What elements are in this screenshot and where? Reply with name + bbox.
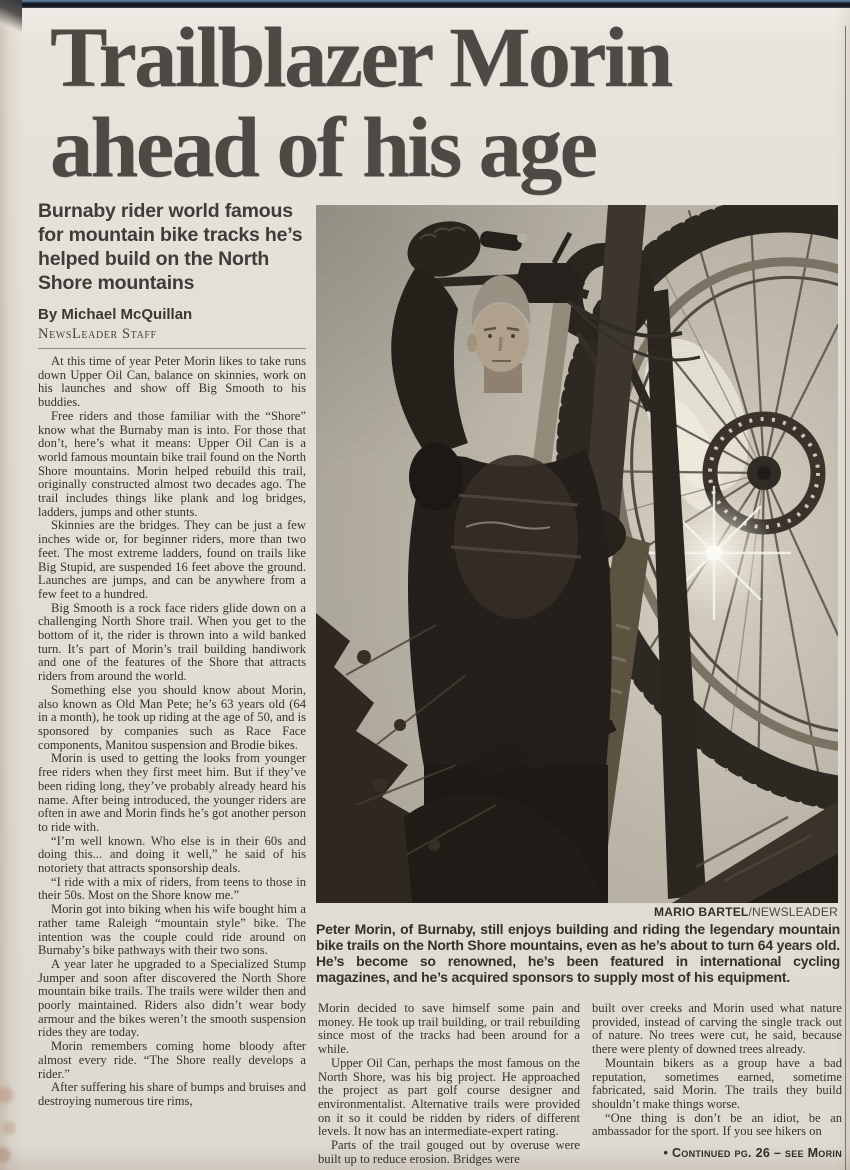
body-text-column-3 xyxy=(592,1002,842,1139)
paragraph: “I’m well known. Who else is in their 60s and doing this... and doing it well,” he said of his notoriety that attracts sponsorship deals. xyxy=(38,833,306,876)
photo xyxy=(316,205,838,903)
paragraph: Morin is used to getting the looks from younger free riders when they first meet him. But if they’ve been riding long, they’ve probably already heard his name. After being introduced, the younger riders are often in awe and Morin finds he’s got another person to ride with. xyxy=(38,751,306,834)
paragraph: Parts of the trail gouged out by overuse were built up to reduce erosion. Bridges were xyxy=(318,1138,580,1166)
article-column-3 xyxy=(592,1002,842,1160)
paragraph: Morin remembers coming home bloody after almost every ride. “The Shore really develops a rider.” xyxy=(38,1039,306,1081)
paragraph: Something else you should know about Morin, also known as Old Man Pete; he’s 63 years old (64 in a month), he took up riding at the age of 50, and is sponsored by companies such as Race Face components, Manitou suspension and Brodie bikes. xyxy=(38,682,306,752)
byline: By Michael McQuillan xyxy=(38,306,193,323)
standfirst: Burnaby rider world famous for mountain bike tracks he’s helped build on the North Shore mountains xyxy=(38,200,303,294)
body-text-column-1 xyxy=(38,355,306,1109)
paragraph: Skinnies are the bridges. They can be just a few inches wide or, for beginner riders, more than two feet. The most extreme ladders, found on trails like Big Stupid, are suspended 16 feet above the ground. Launches are jumps, and can be anywhere from a few feet to a hundred. xyxy=(38,518,306,601)
paragraph: A year later he upgraded to a Specialized Stump Jumper and soon after discovered the North Shore mountain bike trails. The trails were wilder then and poorly maintained. Riders also didn’t wear body armour and the bikes weren’t the smooth suspension rides they are today. xyxy=(38,956,306,1040)
paragraph: After suffering his share of bumps and bruises and destroying numerous tire rims, xyxy=(38,1080,306,1108)
continued-note: • Continued pg. 26 – see Morin xyxy=(663,1146,842,1161)
photo-caption: Peter Morin, of Burnaby, still enjoys building and riding the legendary mountain bike trails on the North Shore mountains, even as he’s about to turn 64 years old. He’s become so renowned, he’s been featured in international cycling magazines, and he’s acquired sponsors to supply most of his equipment. xyxy=(316,921,840,985)
column-rule-right xyxy=(845,26,846,1170)
paragraph: Morin decided to save himself some pain and money. He took up trail building, or trail rebuilding since most of the tracks had been around for a while. xyxy=(318,1001,580,1057)
photo-credit-name: MARIO BARTEL xyxy=(654,905,749,919)
article-column-1 xyxy=(38,199,306,1109)
paragraph: Mountain bikers as a group have a bad reputation, sometimes earned, sometime fabricated, said Morin. The trails they build shouldn’t make things worse. xyxy=(592,1055,842,1111)
paragraph: Big Smooth is a rock face riders glide down on a challenging North Shore trail. When you get to the bottom of it, the rider is thrown into a wild banked turn. It’s part of Morin’s trail building handiwork and one of the features of the Shore that attracts riders from around the world. xyxy=(38,600,306,684)
paragraph: “One thing is don’t be an idiot, be an ambassador for the sport. If you see hikers on xyxy=(592,1110,842,1139)
headline-line: ahead of his age xyxy=(50,99,596,195)
paragraph: Upper Oil Can, perhaps the most famous on the North Shore, was his big project. He approached the project as part golf course designer and environmentalist. Alternative trails were provided on it so it could be ridden by riders of different levels. It now has an intermediate-expert rating. xyxy=(318,1055,580,1139)
paragraph: “I ride with a mix of riders, from teens to those in their 50s. Most on the Shore know me.” xyxy=(38,874,306,903)
paragraph: Free riders and those familiar with the “Shore” know what the Burnaby man is into. For those that don’t, here’s what it means: Upper Oil Can is a world famous mountain bike trail found on the North Shore mountains. Morin helped rebuild this trail, originally constructed almost two decades ago. The trail includes things like plank and log bridges, ladders, jumps and other stunts. xyxy=(38,408,306,519)
page-corner-shadow xyxy=(0,0,22,36)
photo-credit xyxy=(316,905,838,919)
paragraph: Morin got into biking when his wife bought him a rather tame Raleigh “mountain style” bike. The intention was the couple could ride around on Burnaby’s bike pathways with their two sons. xyxy=(38,902,306,958)
photo-illustration xyxy=(316,205,838,903)
article-column-2 xyxy=(318,1002,580,1166)
headline xyxy=(50,9,842,195)
body-text-column-2 xyxy=(318,1002,580,1166)
paragraph: At this time of year Peter Morin likes to take runs down Upper Oil Can, balance on skinnies, work on his launches and show off Big Smooth to his buddies. xyxy=(38,354,306,410)
paragraph: built over creeks and Morin used what nature provided, instead of carving the single track out of nature. No trees were cut, he said, because there were plenty of downed trees already. xyxy=(592,1001,842,1057)
staff-credit: NewsLeader Staff xyxy=(38,324,306,349)
page-top-edge-bar xyxy=(0,0,850,8)
headline-line: Trailblazer Morin xyxy=(50,9,671,105)
photo-credit-org: /NEWSLEADER xyxy=(748,905,838,919)
